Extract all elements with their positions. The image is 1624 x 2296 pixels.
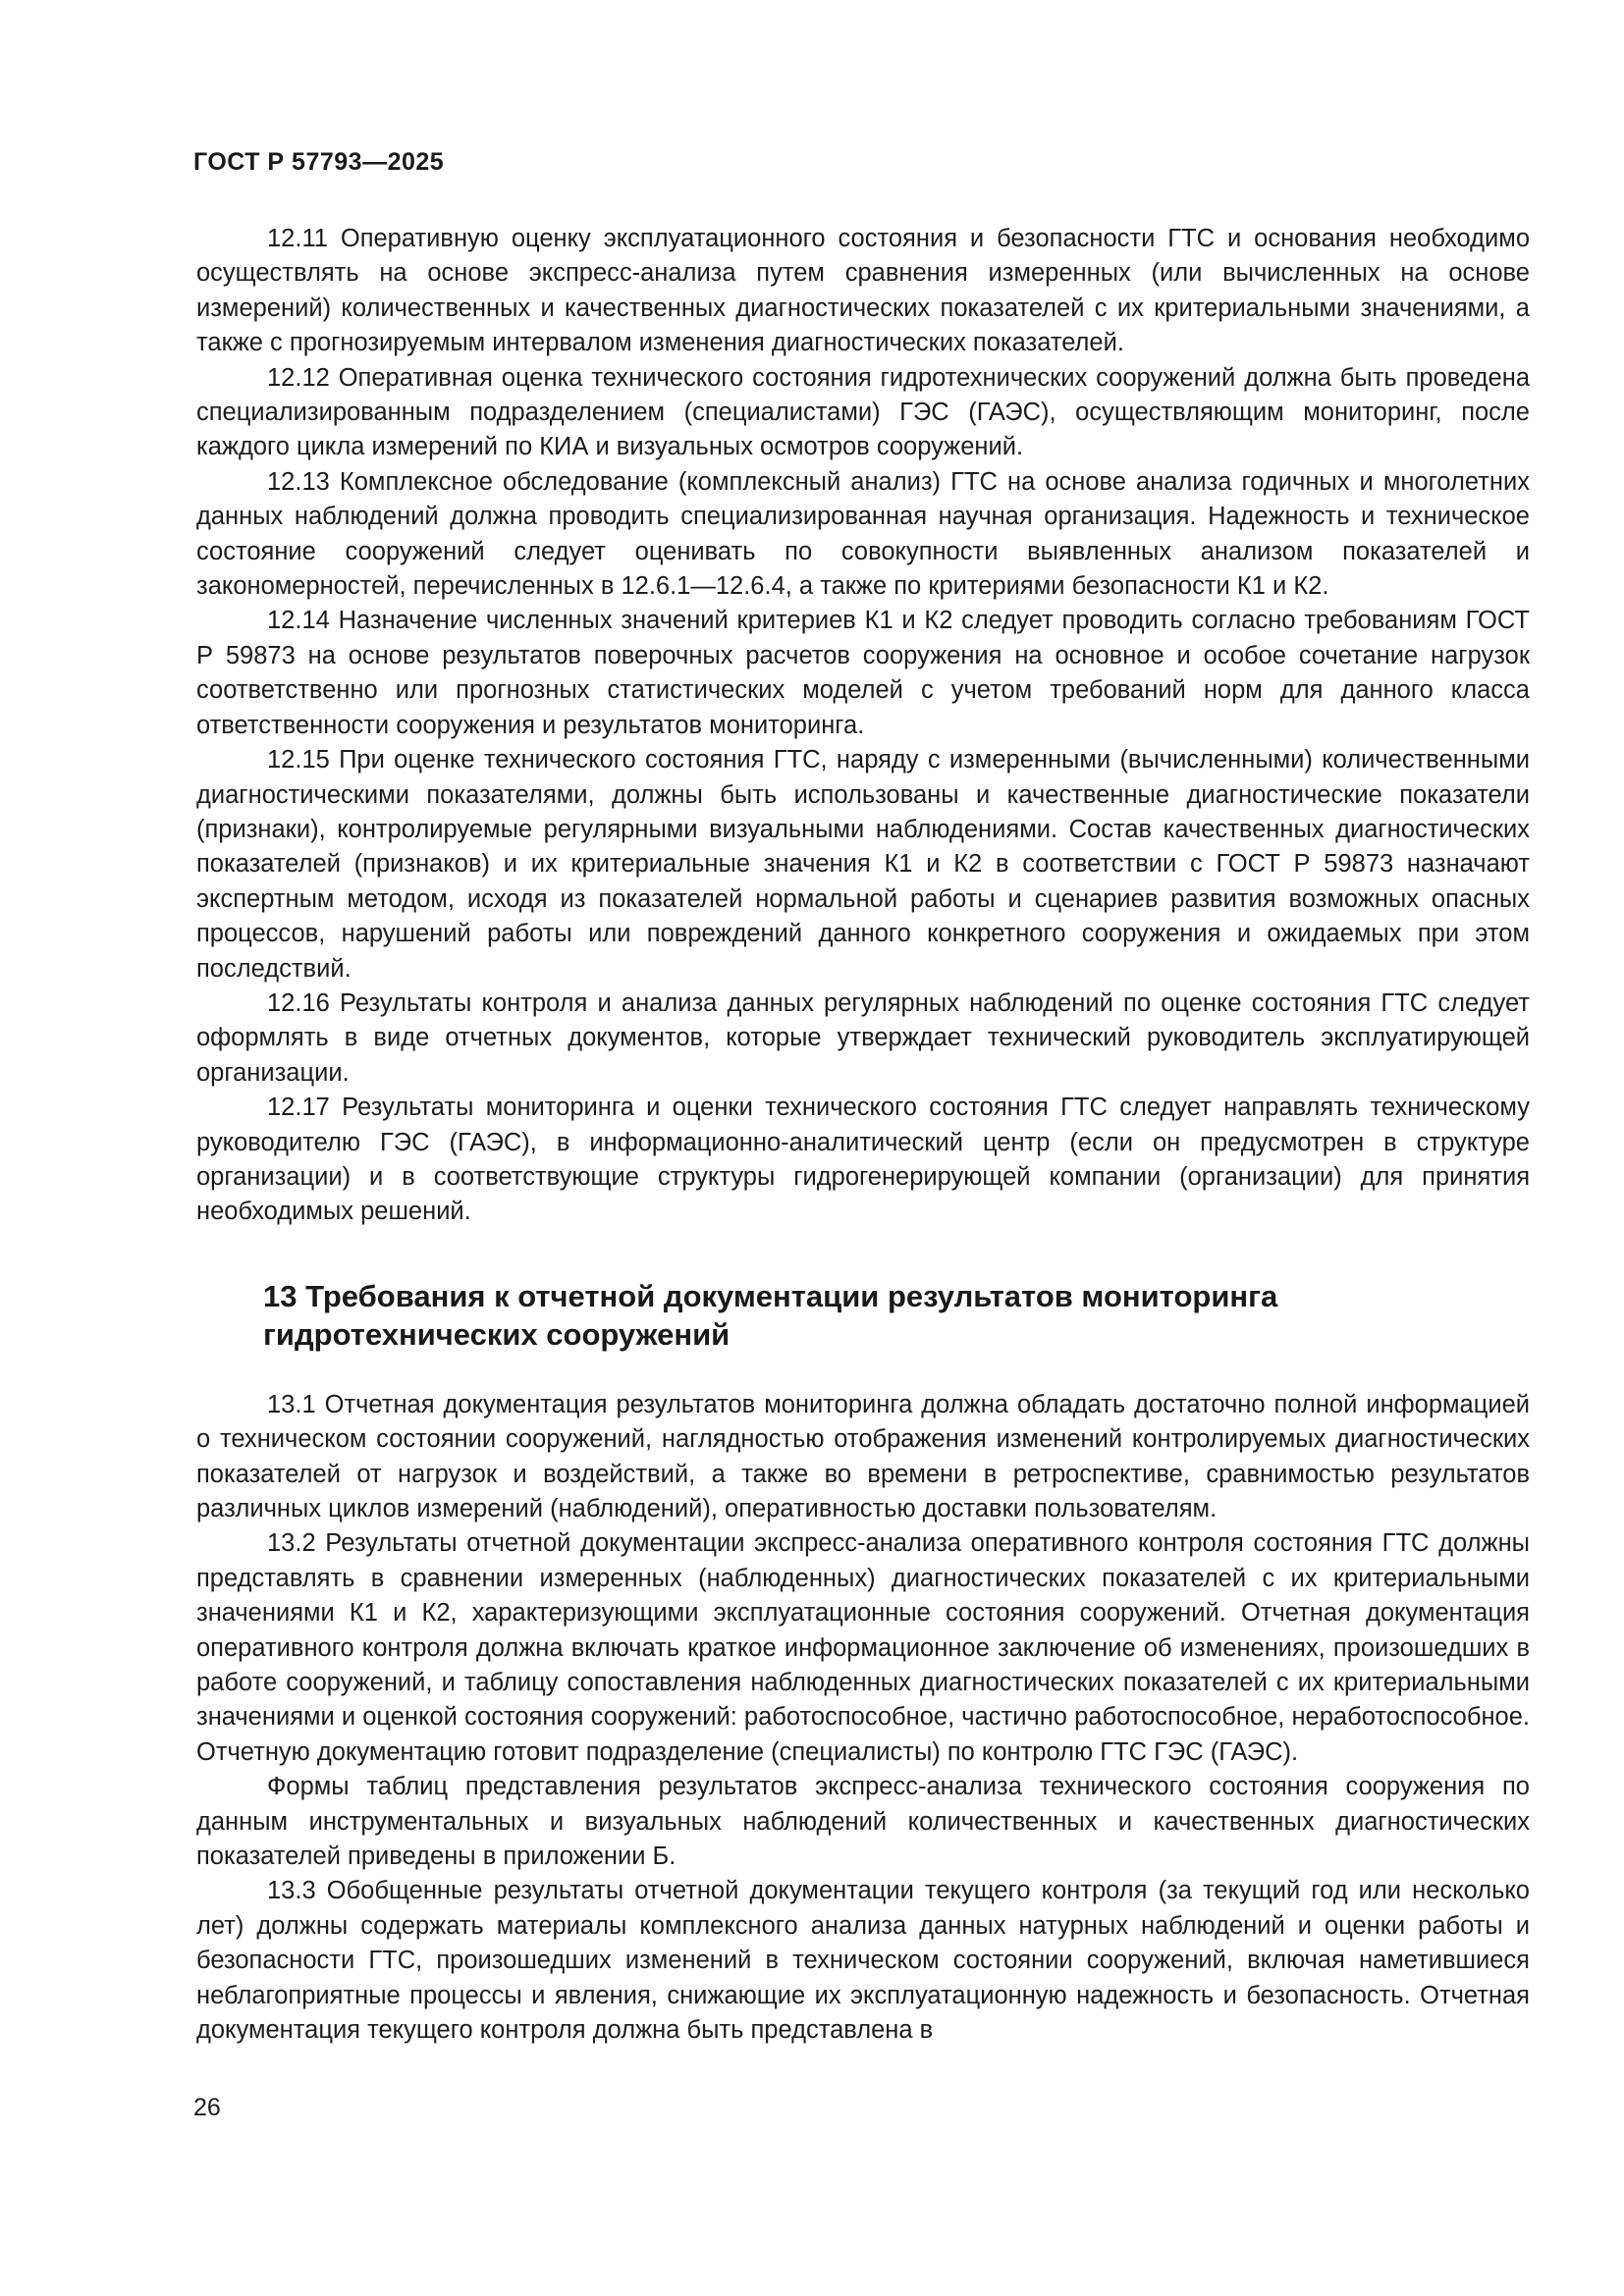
section-13-heading-line-1: 13 Требования к отчетной документации результатов мониторинга xyxy=(263,1278,1278,1313)
paragraph-12-16: 12.16 Результаты контроля и анализа данных регулярных наблюдений по оценке состояния ГТС следует оформлять в виде отчетных документов, которые утверждает технический руководитель эксплуатирующей организации. xyxy=(196,988,1530,1087)
paragraph-12-13: 12.13 Комплексное обследование (комплексный анализ) ГТС на основе анализа годичных и многолетних данных наблюдений должна проводить специализированная научная организация. Надежность и техническое состояние сооружений следует оценивать по совокупности выявленных анализом показателей и закономерностей, перечисленных в 12.6.1—12.6.4, а также по критериями безопасности К1 и К2. xyxy=(196,467,1530,601)
page-content xyxy=(196,222,1530,2049)
page-number: 26 xyxy=(193,2094,221,2121)
section-12-body xyxy=(196,222,1530,1230)
paragraph-12-12: 12.12 Оперативная оценка технического состояния гидротехнических сооружений должна быть проведена специализированным подразделением (специалистами) ГЭС (ГАЭС), осуществляющим мониторинг, после каждого цикла измерений по КИА и визуальных осмотров сооружений. xyxy=(196,363,1530,461)
paragraph-12-14: 12.14 Назначение численных значений критериев К1 и К2 следует проводить согласно требованиям ГОСТ Р 59873 на основе результатов поверочных расчетов сооружения на основное и особое сочетание нагрузок соответственно или прогнозных статистических моделей с учетом требований норм для данного класса ответственности сооружения и результатов мониторинга. xyxy=(196,607,1530,739)
paragraph-13-2: 13.2 Результаты отчетной документации экспресс-анализа оперативного контроля состояния ГТС должны представлять в сравнении измеренных (наблюденных) диагностических показателей с их критериальными значениями К1 и К2, характеризующими эксплуатационные состояния сооружений. Отчетная документация оперативного контроля должна включать краткое информационное заключение об изменениях, произошедших в работе сооружений, и таблицу сопоставления наблюденных диагностических показателей с их критериальными значениями и оценкой состояния сооружений: работоспособное, частично работоспособное, неработоспособное. Отчетную документацию готовит подразделение (специалисты) по контролю ГТС ГЭС (ГАЭС). xyxy=(196,1529,1530,1766)
section-13-heading xyxy=(263,1277,1530,1354)
paragraph-12-17: 12.17 Результаты мониторинга и оценки технического состояния ГТС следует направлять техническому руководителю ГЭС (ГАЭС), в информационно-аналитический центр (если он предусмотрен в структуре организации) и в соответствующие структуры гидрогенерирующей компании (организации) для принятия необходимых решений. xyxy=(196,1094,1530,1226)
paragraph-12-11: 12.11 Оперативную оценку эксплуатационного состояния и безопасности ГТС и основания необходимо осуществлять на основе экспресс-анализа путем сравнения измеренных (или вычисленных на основе измерений) количественных и качественных диагностических показателей с их критериальными значениями, а также с прогнозируемым интервалом изменения диагностических показателей. xyxy=(196,225,1530,357)
paragraph-13-2-forms: Формы таблиц представления результатов экспресс-анализа технического состояния сооружения по данным инструментальных и визуальных наблюдений количественных и качественных диагностических показателей приведены в приложении Б. xyxy=(196,1773,1530,1871)
section-13-heading-line-2: гидротехнических сооружений xyxy=(263,1316,731,1352)
standard-header: ГОСТ Р 57793—2025 xyxy=(193,148,445,176)
section-13-body xyxy=(196,1388,1530,2049)
paragraph-13-3: 13.3 Обобщенные результаты отчетной документации текущего контроля (за текущий год или несколько лет) должны содержать материалы комплексного анализа данных натурных наблюдений и оценки работы и безопасности ГТС, произошедших изменений в техническом состоянии сооружений, включая наметившиеся неблагоприятные процессы и явления, снижающие их эксплуатационную надежность и безопасность. Отчетная документация текущего контроля должна быть представлена в xyxy=(196,1877,1530,2045)
paragraph-13-1: 13.1 Отчетная документация результатов мониторинга должна обладать достаточно полной информацией о техническом состоянии сооружений, наглядностью отображения изменений контролируемых диагностических показателей от нагрузок и воздействий, а также во времени в ретроспективе, сравнимостью результатов различных циклов измерений (наблюдений), оперативностью доставки пользователям. xyxy=(196,1390,1530,1522)
paragraph-12-15: 12.15 При оценке технического состояния ГТС, наряду с измеренными (вычисленными) количественными диагностическими показателями, должны быть использованы и качественные диагностические показатели (признаки), контролируемые регулярными визуальными наблюдениями. Состав качественных диагностических показателей (признаков) и их критериальные значения К1 и К2 в соответствии с ГОСТ Р 59873 назначают экспертным методом, исходя из показателей нормальной работы и сценариев развития возможных опасных процессов, нарушений работы или повреждений данного конкретного сооружения и ожидаемых при этом последствий. xyxy=(196,746,1530,983)
